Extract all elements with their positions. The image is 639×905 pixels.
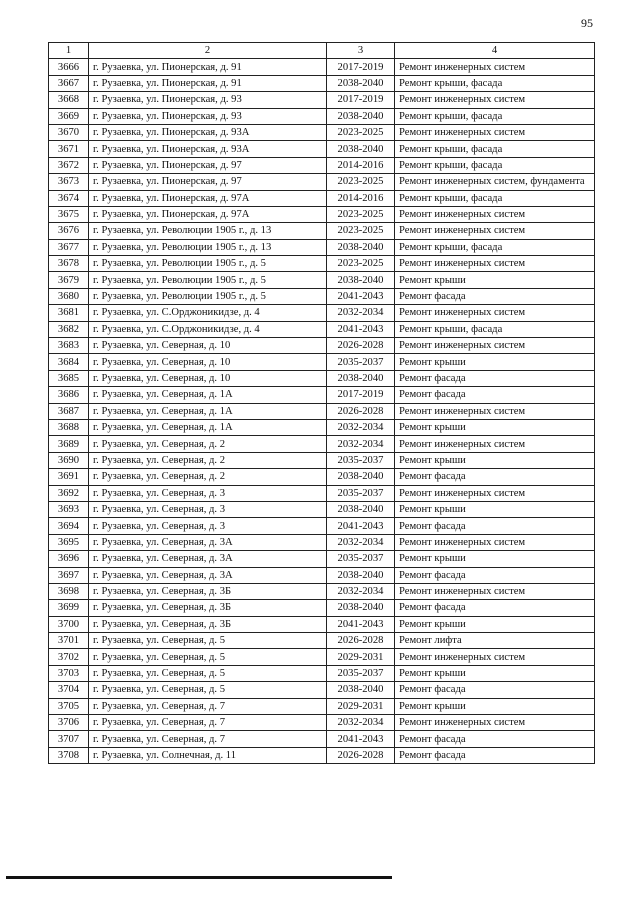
row-number: 3683	[49, 338, 89, 354]
address-cell: г. Рузаевка, ул. Революции 1905 г., д. 13	[89, 239, 327, 255]
period-cell: 2038-2040	[327, 501, 395, 517]
work-type-cell: Ремонт лифта	[395, 633, 595, 649]
row-number: 3686	[49, 387, 89, 403]
table-row	[49, 731, 595, 747]
table-row	[49, 403, 595, 419]
address-cell: г. Рузаевка, ул. Северная, д. 1А	[89, 403, 327, 419]
work-type-cell: Ремонт инженерных систем	[395, 436, 595, 452]
row-number: 3671	[49, 141, 89, 157]
period-cell: 2032-2034	[327, 305, 395, 321]
table-row	[49, 190, 595, 206]
address-cell: г. Рузаевка, ул. Пионерская, д. 91	[89, 75, 327, 91]
work-type-cell: Ремонт инженерных систем	[395, 124, 595, 140]
period-cell: 2035-2037	[327, 551, 395, 567]
row-number: 3679	[49, 272, 89, 288]
table-row	[49, 321, 595, 337]
column-header: 3	[327, 43, 395, 59]
work-type-cell: Ремонт крыши, фасада	[395, 108, 595, 124]
table-row	[49, 256, 595, 272]
table-row	[49, 715, 595, 731]
row-number: 3695	[49, 534, 89, 550]
address-cell: г. Рузаевка, ул. Северная, д. 2	[89, 452, 327, 468]
address-cell: г. Рузаевка, ул. Северная, д. 2	[89, 469, 327, 485]
period-cell: 2026-2028	[327, 338, 395, 354]
work-type-cell: Ремонт фасада	[395, 288, 595, 304]
table-row	[49, 469, 595, 485]
work-type-cell: Ремонт крыши	[395, 698, 595, 714]
work-type-cell: Ремонт инженерных систем	[395, 92, 595, 108]
row-number: 3687	[49, 403, 89, 419]
table-row	[49, 665, 595, 681]
address-cell: г. Рузаевка, ул. Пионерская, д. 97	[89, 157, 327, 173]
address-cell: г. Рузаевка, ул. Пионерская, д. 97А	[89, 206, 327, 222]
address-cell: г. Рузаевка, ул. Северная, д. 7	[89, 698, 327, 714]
table-row	[49, 92, 595, 108]
column-header: 2	[89, 43, 327, 59]
registry-table	[48, 42, 595, 764]
row-number: 3666	[49, 59, 89, 75]
period-cell: 2017-2019	[327, 59, 395, 75]
row-number: 3673	[49, 174, 89, 190]
row-number: 3699	[49, 600, 89, 616]
period-cell: 2023-2025	[327, 256, 395, 272]
work-type-cell: Ремонт инженерных систем	[395, 485, 595, 501]
address-cell: г. Рузаевка, ул. Революции 1905 г., д. 5	[89, 272, 327, 288]
address-cell: г. Рузаевка, ул. Северная, д. 3А	[89, 567, 327, 583]
period-cell: 2026-2028	[327, 747, 395, 763]
row-number: 3692	[49, 485, 89, 501]
work-type-cell: Ремонт крыши	[395, 501, 595, 517]
column-header: 4	[395, 43, 595, 59]
period-cell: 2017-2019	[327, 92, 395, 108]
period-cell: 2026-2028	[327, 633, 395, 649]
work-type-cell: Ремонт фасада	[395, 469, 595, 485]
address-cell: г. Рузаевка, ул. Северная, д. 5	[89, 633, 327, 649]
address-cell: г. Рузаевка, ул. Северная, д. 10	[89, 338, 327, 354]
table-row	[49, 501, 595, 517]
row-number: 3705	[49, 698, 89, 714]
address-cell: г. Рузаевка, ул. Северная, д. 5	[89, 649, 327, 665]
table-row	[49, 338, 595, 354]
work-type-cell: Ремонт крыши, фасада	[395, 321, 595, 337]
table-row	[49, 485, 595, 501]
work-type-cell: Ремонт крыши	[395, 616, 595, 632]
address-cell: г. Рузаевка, ул. Революции 1905 г., д. 13	[89, 223, 327, 239]
address-cell: г. Рузаевка, ул. Северная, д. 2	[89, 436, 327, 452]
address-cell: г. Рузаевка, ул. Революции 1905 г., д. 5	[89, 288, 327, 304]
address-cell: г. Рузаевка, ул. Северная, д. 3	[89, 485, 327, 501]
work-type-cell: Ремонт крыши, фасада	[395, 75, 595, 91]
work-type-cell: Ремонт инженерных систем	[395, 649, 595, 665]
table-row	[49, 305, 595, 321]
bottom-rule	[6, 876, 392, 879]
address-cell: г. Рузаевка, ул. Пионерская, д. 93	[89, 92, 327, 108]
row-number: 3706	[49, 715, 89, 731]
period-cell: 2035-2037	[327, 452, 395, 468]
address-cell: г. Рузаевка, ул. Пионерская, д. 91	[89, 59, 327, 75]
table-row	[49, 75, 595, 91]
address-cell: г. Рузаевка, ул. Северная, д. 3Б	[89, 616, 327, 632]
work-type-cell: Ремонт крыши	[395, 272, 595, 288]
address-cell: г. Рузаевка, ул. С.Орджоникидзе, д. 4	[89, 305, 327, 321]
table-row	[49, 649, 595, 665]
period-cell: 2041-2043	[327, 731, 395, 747]
row-number: 3677	[49, 239, 89, 255]
table-row	[49, 124, 595, 140]
period-cell: 2023-2025	[327, 124, 395, 140]
work-type-cell: Ремонт инженерных систем	[395, 223, 595, 239]
table-row	[49, 600, 595, 616]
period-cell: 2029-2031	[327, 698, 395, 714]
work-type-cell: Ремонт инженерных систем	[395, 305, 595, 321]
period-cell: 2014-2016	[327, 157, 395, 173]
row-number: 3674	[49, 190, 89, 206]
period-cell: 2041-2043	[327, 288, 395, 304]
row-number: 3681	[49, 305, 89, 321]
address-cell: г. Рузаевка, ул. Северная, д. 3Б	[89, 600, 327, 616]
address-cell: г. Рузаевка, ул. Северная, д. 3	[89, 501, 327, 517]
table-row	[49, 747, 595, 763]
table-row	[49, 682, 595, 698]
row-number: 3702	[49, 649, 89, 665]
period-cell: 2032-2034	[327, 534, 395, 550]
row-number: 3684	[49, 354, 89, 370]
period-cell: 2038-2040	[327, 370, 395, 386]
row-number: 3685	[49, 370, 89, 386]
work-type-cell: Ремонт инженерных систем	[395, 256, 595, 272]
work-type-cell: Ремонт крыши	[395, 551, 595, 567]
row-number: 3693	[49, 501, 89, 517]
period-cell: 2038-2040	[327, 75, 395, 91]
period-cell: 2032-2034	[327, 419, 395, 435]
address-cell: г. Рузаевка, ул. Революции 1905 г., д. 5	[89, 256, 327, 272]
address-cell: г. Рузаевка, ул. Северная, д. 5	[89, 665, 327, 681]
address-cell: г. Рузаевка, ул. Солнечная, д. 11	[89, 747, 327, 763]
period-cell: 2038-2040	[327, 108, 395, 124]
address-cell: г. Рузаевка, ул. Северная, д. 3А	[89, 534, 327, 550]
table-row	[49, 370, 595, 386]
table-row	[49, 518, 595, 534]
table-row	[49, 387, 595, 403]
work-type-cell: Ремонт крыши, фасада	[395, 190, 595, 206]
period-cell: 2041-2043	[327, 616, 395, 632]
table-row	[49, 239, 595, 255]
period-cell: 2038-2040	[327, 567, 395, 583]
work-type-cell: Ремонт фасада	[395, 518, 595, 534]
row-number: 3689	[49, 436, 89, 452]
table-row	[49, 567, 595, 583]
period-cell: 2023-2025	[327, 174, 395, 190]
period-cell: 2035-2037	[327, 485, 395, 501]
row-number: 3703	[49, 665, 89, 681]
period-cell: 2038-2040	[327, 141, 395, 157]
address-cell: г. Рузаевка, ул. Северная, д. 3	[89, 518, 327, 534]
row-number: 3707	[49, 731, 89, 747]
table-row	[49, 452, 595, 468]
row-number: 3676	[49, 223, 89, 239]
table-row	[49, 272, 595, 288]
work-type-cell: Ремонт фасада	[395, 600, 595, 616]
table-row	[49, 419, 595, 435]
work-type-cell: Ремонт крыши	[395, 354, 595, 370]
work-type-cell: Ремонт инженерных систем	[395, 59, 595, 75]
period-cell: 2038-2040	[327, 682, 395, 698]
address-cell: г. Рузаевка, ул. Пионерская, д. 97А	[89, 190, 327, 206]
row-number: 3696	[49, 551, 89, 567]
row-number: 3672	[49, 157, 89, 173]
work-type-cell: Ремонт инженерных систем	[395, 338, 595, 354]
period-cell: 2023-2025	[327, 223, 395, 239]
address-cell: г. Рузаевка, ул. Северная, д. 1А	[89, 419, 327, 435]
row-number: 3701	[49, 633, 89, 649]
address-cell: г. Рузаевка, ул. Пионерская, д. 97	[89, 174, 327, 190]
period-cell: 2014-2016	[327, 190, 395, 206]
table-row	[49, 551, 595, 567]
work-type-cell: Ремонт крыши, фасада	[395, 239, 595, 255]
row-number: 3691	[49, 469, 89, 485]
work-type-cell: Ремонт крыши	[395, 452, 595, 468]
table-row	[49, 633, 595, 649]
table-row	[49, 583, 595, 599]
table-row	[49, 59, 595, 75]
period-cell: 2026-2028	[327, 403, 395, 419]
period-cell: 2038-2040	[327, 239, 395, 255]
period-cell: 2017-2019	[327, 387, 395, 403]
row-number: 3680	[49, 288, 89, 304]
table-row	[49, 157, 595, 173]
work-type-cell: Ремонт крыши	[395, 419, 595, 435]
row-number: 3690	[49, 452, 89, 468]
row-number: 3694	[49, 518, 89, 534]
address-cell: г. Рузаевка, ул. Северная, д. 3А	[89, 551, 327, 567]
table-row	[49, 206, 595, 222]
table-row	[49, 436, 595, 452]
address-cell: г. Рузаевка, ул. Северная, д. 7	[89, 731, 327, 747]
table-row	[49, 616, 595, 632]
row-number: 3682	[49, 321, 89, 337]
work-type-cell: Ремонт фасада	[395, 747, 595, 763]
page-number: 95	[581, 16, 593, 30]
period-cell: 2038-2040	[327, 272, 395, 288]
work-type-cell: Ремонт крыши	[395, 665, 595, 681]
row-number: 3670	[49, 124, 89, 140]
table-row	[49, 288, 595, 304]
work-type-cell: Ремонт инженерных систем	[395, 715, 595, 731]
work-type-cell: Ремонт инженерных систем	[395, 403, 595, 419]
period-cell: 2038-2040	[327, 469, 395, 485]
address-cell: г. Рузаевка, ул. Северная, д. 3Б	[89, 583, 327, 599]
table-header-row	[49, 43, 595, 59]
row-number: 3697	[49, 567, 89, 583]
row-number: 3675	[49, 206, 89, 222]
table-row	[49, 223, 595, 239]
row-number: 3704	[49, 682, 89, 698]
period-cell: 2035-2037	[327, 354, 395, 370]
work-type-cell: Ремонт фасада	[395, 387, 595, 403]
work-type-cell: Ремонт фасада	[395, 682, 595, 698]
work-type-cell: Ремонт фасада	[395, 370, 595, 386]
period-cell: 2032-2034	[327, 715, 395, 731]
table-row	[49, 108, 595, 124]
work-type-cell: Ремонт инженерных систем	[395, 534, 595, 550]
address-cell: г. Рузаевка, ул. Пионерская, д. 93А	[89, 124, 327, 140]
work-type-cell: Ремонт крыши, фасада	[395, 157, 595, 173]
period-cell: 2041-2043	[327, 321, 395, 337]
table-row	[49, 174, 595, 190]
row-number: 3698	[49, 583, 89, 599]
work-type-cell: Ремонт инженерных систем	[395, 206, 595, 222]
period-cell: 2032-2034	[327, 436, 395, 452]
work-type-cell: Ремонт фасада	[395, 731, 595, 747]
address-cell: г. Рузаевка, ул. Северная, д. 10	[89, 354, 327, 370]
address-cell: г. Рузаевка, ул. Пионерская, д. 93	[89, 108, 327, 124]
row-number: 3667	[49, 75, 89, 91]
work-type-cell: Ремонт крыши, фасада	[395, 141, 595, 157]
column-header: 1	[49, 43, 89, 59]
row-number: 3700	[49, 616, 89, 632]
address-cell: г. Рузаевка, ул. Северная, д. 7	[89, 715, 327, 731]
table-row	[49, 534, 595, 550]
period-cell: 2041-2043	[327, 518, 395, 534]
period-cell: 2029-2031	[327, 649, 395, 665]
address-cell: г. Рузаевка, ул. Пионерская, д. 93А	[89, 141, 327, 157]
period-cell: 2032-2034	[327, 583, 395, 599]
address-cell: г. Рузаевка, ул. Северная, д. 10	[89, 370, 327, 386]
period-cell: 2038-2040	[327, 600, 395, 616]
address-cell: г. Рузаевка, ул. Северная, д. 5	[89, 682, 327, 698]
row-number: 3688	[49, 419, 89, 435]
row-number: 3668	[49, 92, 89, 108]
work-type-cell: Ремонт инженерных систем, фундамента	[395, 174, 595, 190]
row-number: 3708	[49, 747, 89, 763]
work-type-cell: Ремонт фасада	[395, 567, 595, 583]
address-cell: г. Рузаевка, ул. С.Орджоникидзе, д. 4	[89, 321, 327, 337]
table-body	[49, 59, 595, 764]
address-cell: г. Рузаевка, ул. Северная, д. 1А	[89, 387, 327, 403]
row-number: 3678	[49, 256, 89, 272]
period-cell: 2035-2037	[327, 665, 395, 681]
table-row	[49, 698, 595, 714]
work-type-cell: Ремонт инженерных систем	[395, 583, 595, 599]
period-cell: 2023-2025	[327, 206, 395, 222]
table-row	[49, 141, 595, 157]
table-row	[49, 354, 595, 370]
row-number: 3669	[49, 108, 89, 124]
